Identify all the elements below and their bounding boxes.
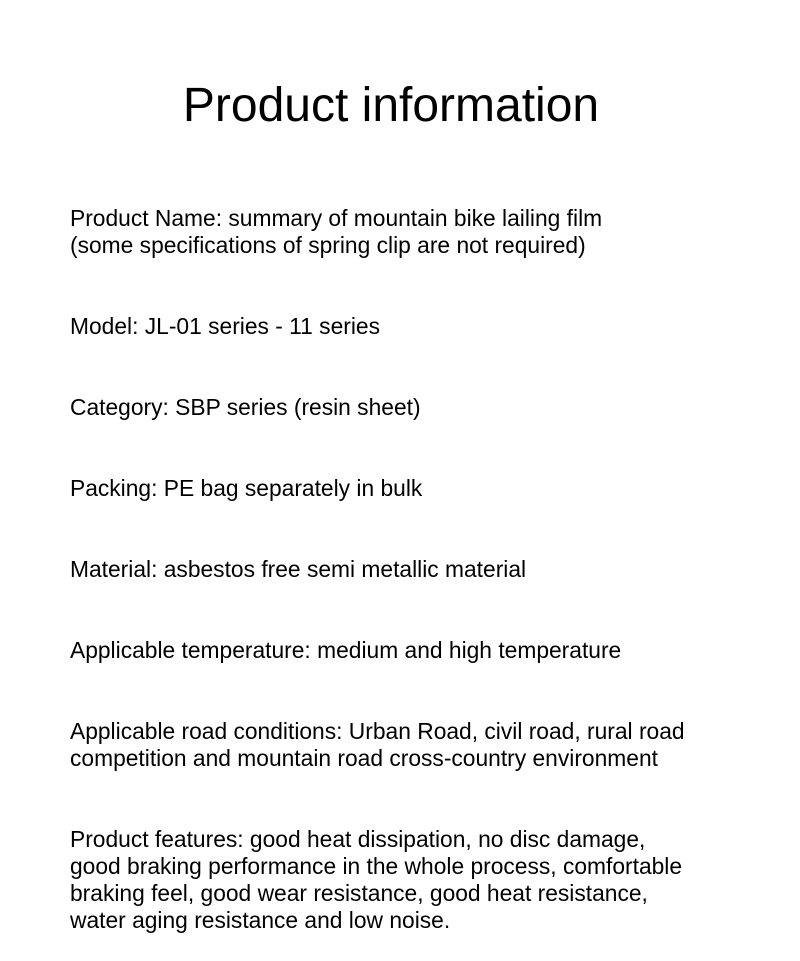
page-title: Product information bbox=[182, 79, 600, 132]
product-features-text: Product features: good heat dissipation, no disc damage, good braking performance in the whole process, comfortable braking feel, good wear resistance, good heat resistance, water aging resistance and low noise. bbox=[70, 826, 683, 933]
product-info-list bbox=[70, 178, 770, 961]
road-conditions-text: Applicable road conditions: Urban Road, civil road, rural road competition and mountain road cross-country environment bbox=[70, 718, 685, 771]
material-text: Material: asbestos free semi metallic material bbox=[70, 556, 527, 582]
product-name-text: Product Name: summary of mountain bike lailing film (some specifications of spring clip are not required) bbox=[70, 205, 603, 258]
temperature-text: Applicable temperature: medium and high temperature bbox=[70, 637, 622, 663]
model-text: Model: JL-01 series - 11 series bbox=[70, 313, 380, 339]
packing-text: Packing: PE bag separately in bulk bbox=[70, 475, 423, 501]
category-text: Category: SBP series (resin sheet) bbox=[70, 394, 421, 420]
